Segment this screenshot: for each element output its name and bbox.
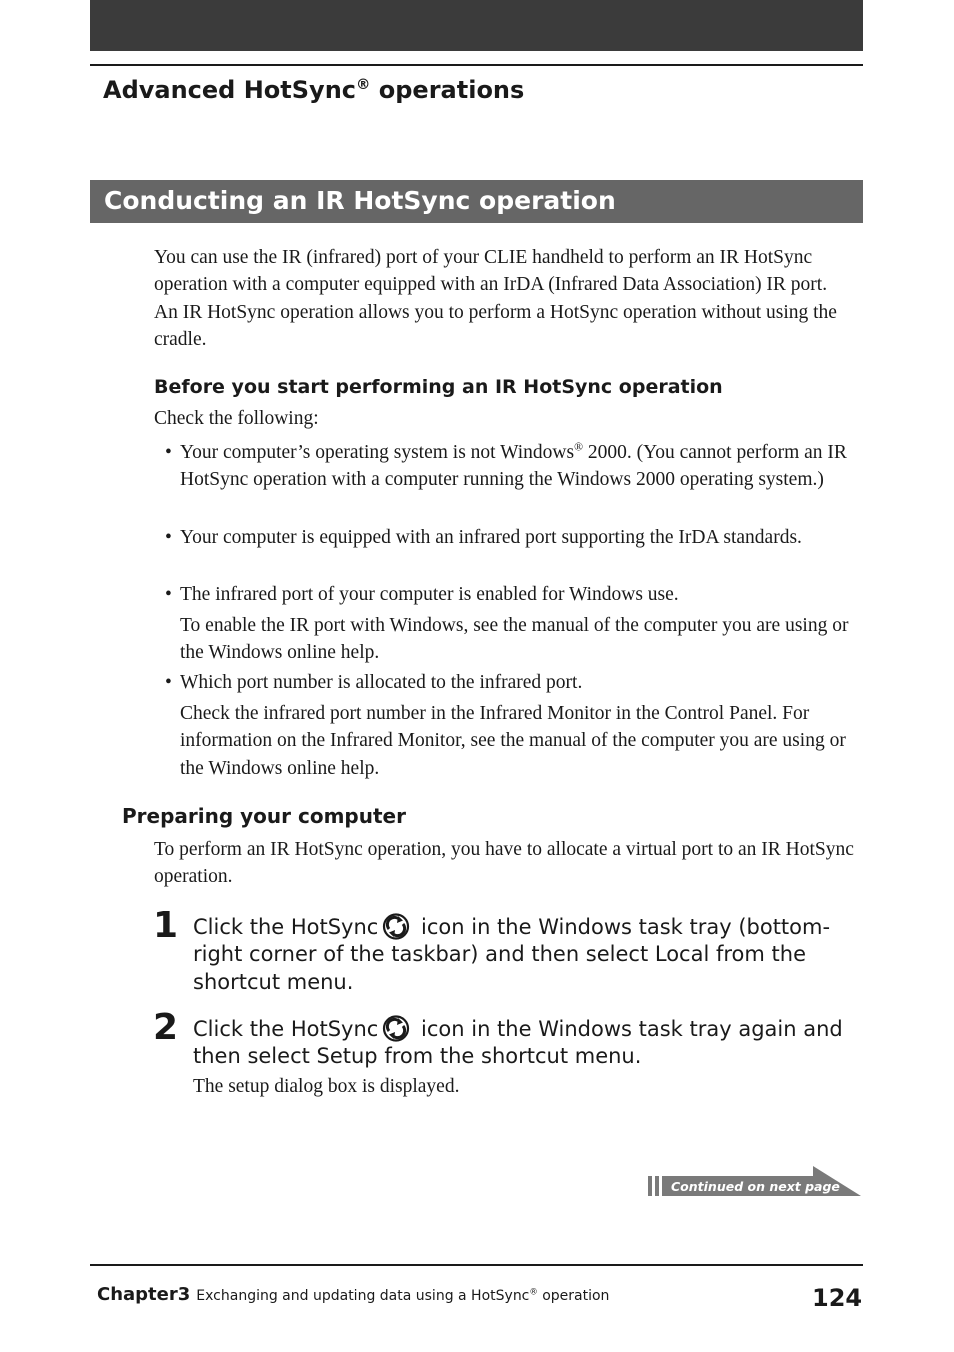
bullet-mark: • (165, 527, 172, 548)
continued-text: Continued on next page (671, 1179, 840, 1194)
step-1-text-a: Click the HotSync (193, 915, 379, 939)
footer (97, 1284, 609, 1305)
bullet-mark: • (165, 584, 172, 605)
footer-chapter: Chapter3 (97, 1284, 191, 1305)
footer-rule (90, 1264, 863, 1266)
step-2-text-a: Click the HotSync (193, 1017, 379, 1041)
step-1-text-b: icon in the Windows task tray (bottom-right corner of the taskbar) and then select Local from the shortcut menu. (193, 915, 831, 994)
bullet-port-note: Check the infrared port number in the Infrared Monitor in the Control Panel. For information on the Infrared Monitor, see the manual of the computer you are using or the Windows online help. (180, 703, 846, 779)
footer-desc-b: operation (537, 1288, 610, 1304)
registered-mark: ® (574, 440, 583, 454)
registered-mark: ® (356, 77, 371, 93)
bullet-mark: • (165, 672, 172, 693)
hotsync-icon (381, 913, 411, 940)
hotsync-icon (381, 1015, 411, 1042)
step-2-text (193, 1015, 853, 1071)
before-lead: Check the following: (154, 408, 319, 429)
step-1-text (193, 913, 853, 996)
header-bar (90, 0, 863, 51)
bullet-enabled-note: To enable the IR port with Windows, see the manual of the computer you are using or the Windows online help. (180, 615, 849, 664)
continued-banner (648, 1166, 863, 1198)
section-title-suffix: operations (370, 76, 525, 104)
step-number: 2 (153, 1007, 179, 1048)
heading-bar (90, 180, 863, 223)
preparing-text: To perform an IR HotSync operation, you have to allocate a virtual port to an IR HotSync operation. (154, 839, 854, 888)
bullet-enabled: The infrared port of your computer is enabled for Windows use. (180, 584, 679, 605)
bullet-port: Which port number is allocated to the infrared port. (180, 672, 583, 693)
footer-desc-a: Exchanging and updating data using a HotSync (196, 1288, 530, 1304)
bullet-os-text-b: 2000. (You cannot perform an IR HotSync operation with a computer running the Windows 2000 operating system.) (180, 442, 847, 491)
footer-description (196, 1288, 609, 1304)
page-number: 124 (812, 1284, 863, 1312)
before-heading: Before you start performing an IR HotSync operation (154, 376, 723, 398)
step-number: 1 (153, 905, 179, 946)
page-heading: Conducting an IR HotSync operation (104, 186, 616, 215)
section-title-text: Advanced HotSync (103, 76, 357, 104)
intro-paragraph: You can use the IR (infrared) port of your CLIE handheld to perform an IR HotSync operation with a computer equipped with an IrDA (Infrared Data Association) IR port. An IR HotSync operation allows you to perform a HotSync operation without using the cradle. (154, 247, 837, 351)
step-2-text-b: icon in the Windows task tray again and then select Setup from the shortcut menu. (193, 1017, 843, 1069)
bullet-mark: • (165, 442, 172, 463)
bullet-os-text-a: Your computer’s operating system is not Windows (180, 442, 575, 463)
step-2-note: The setup dialog box is displayed. (193, 1076, 460, 1097)
section-title (103, 76, 524, 104)
header-rule (90, 64, 863, 66)
preparing-heading: Preparing your computer (122, 804, 406, 828)
registered-mark: ® (529, 1286, 538, 1297)
bullet-os (180, 439, 855, 494)
bullet-irda: Your computer is equipped with an infrared port supporting the IrDA standards. (180, 527, 802, 548)
